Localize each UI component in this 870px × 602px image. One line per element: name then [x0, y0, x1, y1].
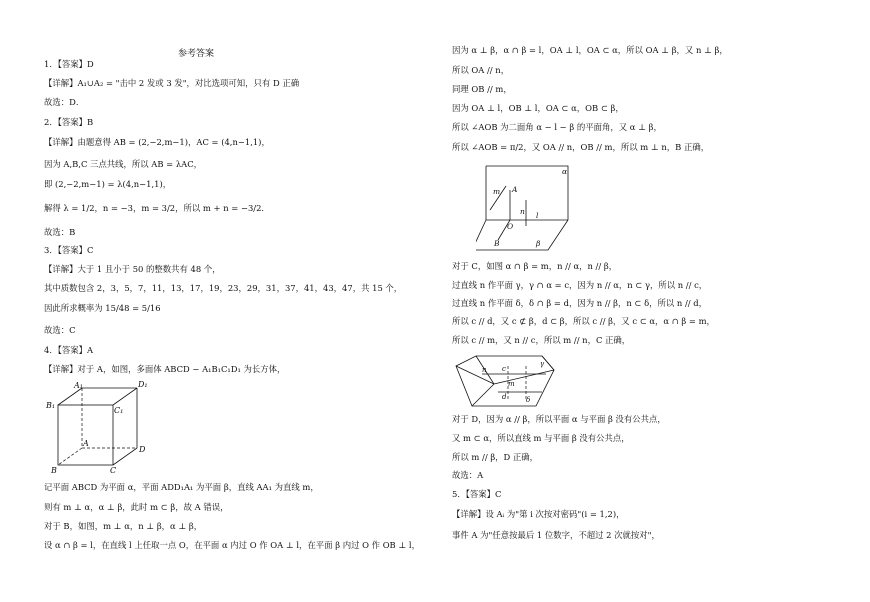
right-lines-8: 过直线 n 作平面 δ，δ ∩ β = d，因为 n // β，n ⊂ δ，所以 n // d， — [452, 298, 708, 308]
left-lines-18: 对于 B，如图，m ⊥ α，n ⊥ β，α ⊥ β， — [44, 521, 203, 531]
dihedral-label-a: A — [512, 185, 518, 194]
right-lines-6: 对于 C，如图 α ∩ β = m，n // α，n // β， — [452, 261, 618, 271]
dihedral-label-alpha: α — [562, 167, 568, 176]
right-lines-16: 【详解】设 Aᵢ 为"第 i 次按对密码"(i = 1,2)， — [452, 509, 625, 519]
left-lines-0: 1．【答案】D — [44, 59, 94, 69]
left-lines-12: 因此所求概率为 15/48 = 5/16 — [44, 303, 161, 313]
right-lines-11: 对于 D，因为 α // β，所以平面 α 与平面 β 没有公共点， — [452, 414, 666, 424]
right-lines-5: 所以 ∠AOB = π/2，又 OA // n，OB // m，所以 m ⊥ n，B 正确， — [452, 142, 710, 152]
cube-label-c1: C₁ — [114, 406, 124, 415]
right-lines-2: 同理 OB // m， — [452, 84, 512, 94]
right-lines-7: 过直线 n 作平面 γ，γ ∩ α = c，因为 n // α，n ⊂ γ，所以 n // c， — [452, 280, 708, 290]
left-lines-9: 3．【答案】C — [44, 245, 94, 255]
left-lines-5: 因为 A,B,C 三点共线，所以 AB = λAC， — [44, 159, 202, 169]
dihedral-label-n: n — [520, 207, 525, 216]
dihedral-label-beta: β — [536, 239, 541, 248]
right-lines-1: 所以 OA // n， — [452, 65, 510, 75]
left-lines-3: 2．【答案】B — [44, 117, 94, 127]
right-lines-0: 因为 α ⊥ β，α ∩ β = l，OA ⊥ l，OA ⊂ α，所以 OA ⊥ β，又 n ⊥ β， — [452, 45, 728, 55]
prism-label-gamma: γ — [540, 360, 545, 368]
cube-label-b1: B₁ — [46, 401, 56, 410]
cube-label-a1: A₁ — [74, 381, 83, 390]
right-lines-3: 因为 OA ⊥ l，OB ⊥ l，OA ⊂ α，OB ⊂ β， — [452, 103, 624, 113]
left-lines-13: 故选：C — [44, 325, 76, 335]
right-lines-9: 所以 c // d，又 c ⊄ β，d ⊂ β，所以 c // β，又 c ⊂ α，α ∩ β = m， — [452, 316, 715, 326]
prism-label-n: n — [482, 366, 487, 374]
cube-figure — [44, 380, 154, 474]
left-lines-11: 其中质数包含 2，3，5，7，11，13，17，19，23，29，31，37，41，43，47，共 15 个， — [44, 283, 403, 293]
right-lines-10: 所以 c // m，又 n // c，所以 m // n，C 正确， — [452, 335, 631, 345]
left-lines-4: 【详解】由题意得 AB = (2,−2,m−1)，AC = (4,n−1,1)， — [44, 137, 270, 147]
left-lines-8: 故选：B — [44, 227, 76, 237]
left-lines-16: 记平面 ABCD 为平面 α，平面 ADD₁A₁ 为平面 β，直线 AA₁ 为直线 m， — [44, 482, 319, 492]
left-lines-15: 【详解】对于 A，如图，多面体 ABCD − A₁B₁C₁D₁ 为长方体， — [44, 364, 286, 374]
left-lines-7: 解得 λ = 1/2，n = −3，m = 3/2，所以 m + n = −3/2． — [44, 203, 270, 213]
right-lines-17: 事件 A 为"任意按最后 1 位数字，不超过 2 次就按对"， — [452, 530, 660, 540]
left-lines-1: 【详解】A₁∪A₂ = "击中 2 发或 3 发"，对比选项可知，只有 D 正确 — [44, 78, 300, 88]
prism-figure — [452, 352, 558, 410]
left-lines-10: 【详解】大于 1 且小于 50 的整数共有 48 个， — [44, 264, 221, 274]
dihedral-label-b: B — [494, 239, 500, 248]
left-lines-19: 设 α ∩ β = l，在直线 l 上任取一点 O，在平面 α 内过 O 作 OA ⊥ l，在平面 β 内过 O 作 OB ⊥ l， — [44, 540, 420, 550]
prism-label-c: c — [502, 365, 506, 373]
left-lines-2: 故选：D． — [44, 97, 85, 107]
dihedral-label-o: O — [507, 222, 514, 231]
dihedral-figure — [476, 164, 576, 256]
cube-label-b: B — [51, 466, 57, 474]
dihedral-label-m: m — [493, 187, 501, 196]
cube-label-c: C — [110, 466, 117, 474]
prism-label-m: m — [508, 380, 515, 388]
prism-label-delta: δ — [526, 396, 531, 404]
cube-label-a: A — [83, 439, 89, 448]
cube-label-d1: D₁ — [138, 380, 148, 389]
left-lines-17: 则有 m ⊥ α，α ⊥ β，此时 m ⊂ β，故 A 错误， — [44, 502, 229, 512]
page-title: 参考答案 — [178, 49, 215, 59]
right-lines-15: 5．【答案】C — [452, 489, 502, 499]
right-lines-14: 故选：A — [452, 470, 484, 480]
cube-label-d: D — [139, 445, 146, 454]
left-lines-6: 即 (2,−2,m−1) = λ(4,n−1,1)， — [44, 179, 172, 189]
dihedral-label-l: l — [536, 211, 539, 220]
prism-label-d: d — [502, 393, 507, 401]
right-lines-12: 又 m ⊂ α，所以直线 m 与平面 β 没有公共点， — [452, 433, 630, 443]
right-lines-13: 所以 m // β，D 正确， — [452, 452, 539, 462]
left-lines-14: 4．【答案】A — [44, 345, 94, 355]
right-lines-4: 所以 ∠AOB 为二面角 α − l − β 的平面角，又 α ⊥ β， — [452, 122, 662, 132]
